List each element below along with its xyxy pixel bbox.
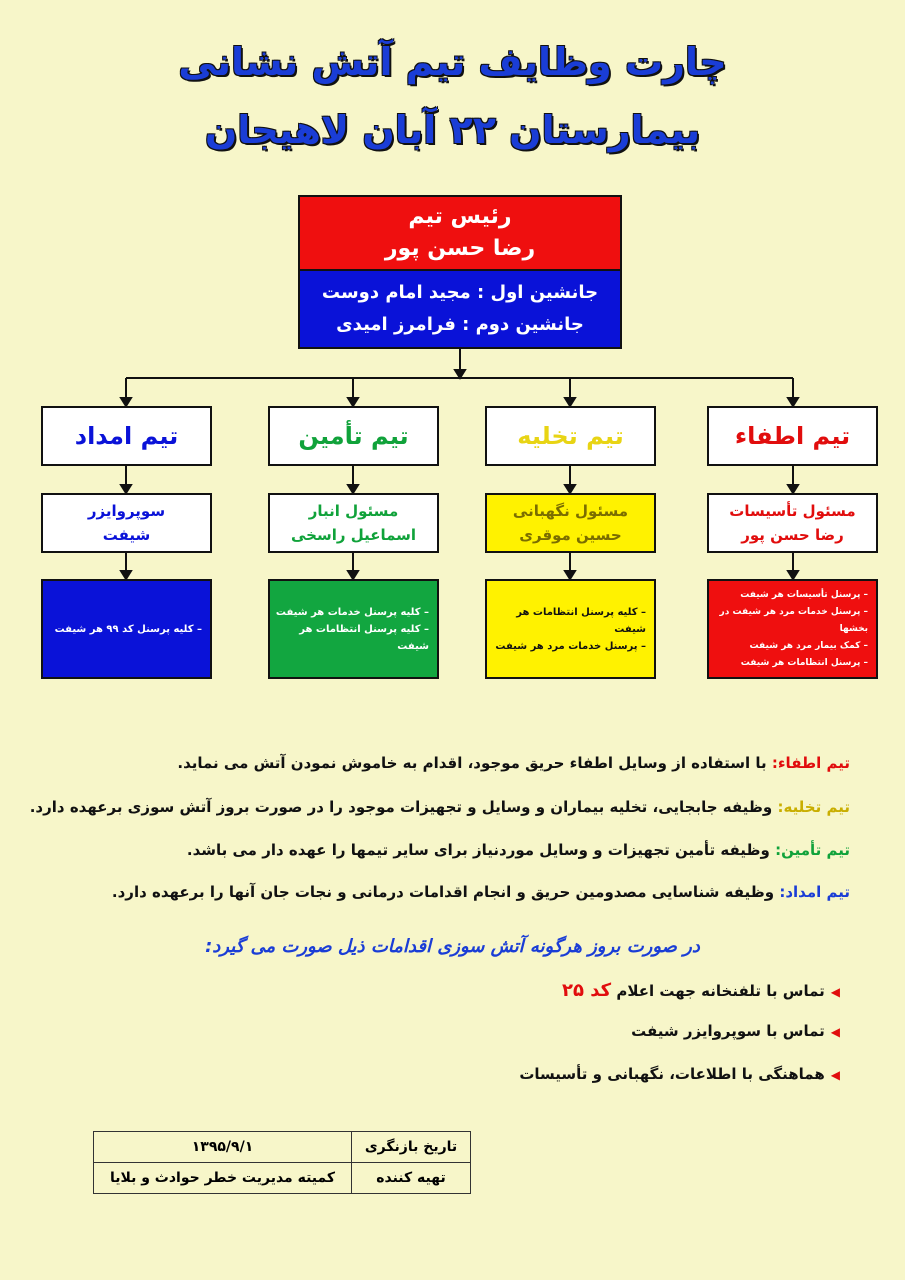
staff-extinguish-box xyxy=(707,579,878,679)
desc-supply xyxy=(187,841,850,859)
team-extinguish-box xyxy=(707,406,878,466)
team-leader-name: رضا حسن پور xyxy=(384,236,536,261)
staff-extinguish-item: – پرسنل تأسیسات هر شیفت xyxy=(740,589,868,600)
role-evacuation-title: مسئول نگهبانی xyxy=(512,502,629,520)
preparer-label: تهیه کننده xyxy=(352,1163,471,1194)
staff-supply-item: – کلیه پرسنل خدمات هر شیفت xyxy=(275,606,429,618)
action-item xyxy=(519,1065,840,1083)
role-extinguish-person: رضا حسن پور xyxy=(741,526,844,544)
desc-evacuation xyxy=(30,798,850,816)
document-info-table xyxy=(93,1131,471,1194)
role-supply-title: مسئول انبار xyxy=(308,502,399,520)
role-evacuation-box xyxy=(485,493,656,553)
role-evacuation-person: حسین موقری xyxy=(519,526,622,544)
chart-title: چارت وظایف تیم آتش نشانی xyxy=(178,40,727,84)
revision-date-value: ۱۳۹۵/۹/۱ xyxy=(94,1132,352,1163)
action-text: تماس با تلفنخانه جهت اعلام xyxy=(611,982,825,1000)
action-item xyxy=(631,1022,840,1040)
action-item xyxy=(562,980,840,1001)
desc-extinguish xyxy=(177,754,850,772)
triangle-bullet-icon: ◀ xyxy=(830,1025,840,1039)
desc-rescue xyxy=(112,883,850,901)
team-extinguish-name: تیم اطفاء xyxy=(734,422,851,450)
action-text: هماهنگی با اطلاعات، نگهبانی و تأسیسات xyxy=(519,1065,825,1083)
team-leader-role: رئیس تیم xyxy=(408,204,512,229)
triangle-bullet-icon: ◀ xyxy=(830,1068,840,1082)
desc-supply-label: تیم تأمین: xyxy=(775,841,850,859)
desc-extinguish-text: با استفاده از وسایل اطفاء حریق موجود، اقدام به خاموش نمودن آتش می نماید. xyxy=(177,754,772,772)
staff-evacuation-box xyxy=(485,579,656,679)
role-extinguish-box xyxy=(707,493,878,553)
team-rescue-name: تیم امداد xyxy=(74,422,179,450)
desc-rescue-label: تیم امداد: xyxy=(779,883,850,901)
team-rescue-box xyxy=(41,406,212,466)
hospital-name: بیمارستان ۲۲ آبان لاهیجان xyxy=(204,108,701,152)
staff-rescue-item: – کلیه پرسنل کد ۹۹ هر شیفت xyxy=(54,623,202,635)
desc-supply-text: وظیفه تأمین تجهیزات و وسایل موردنیاز برای سایر تیمها را عهده دار می باشد. xyxy=(186,841,776,859)
actions-title: در صورت بروز هرگونه آتش سوزی اقدامات ذیل صورت می گیرد: xyxy=(205,936,700,957)
role-extinguish-title: مسئول تأسیسات xyxy=(729,502,856,520)
desc-evacuation-label: تیم تخلیه: xyxy=(777,798,850,816)
role-rescue-box xyxy=(41,493,212,553)
team-leader-box xyxy=(298,195,622,271)
role-rescue-person: شیفت xyxy=(102,526,151,544)
deputies-box xyxy=(298,271,622,349)
desc-evacuation-text: وظیفه جابجایی، تخلیه بیماران و وسایل و تجهیزات موجود را در صورت بروز آتش سوزی برعهده دارد. xyxy=(29,798,778,816)
preparer-value: کمیته مدیریت خطر حوادث و بلایا xyxy=(94,1163,352,1194)
team-supply-box xyxy=(268,406,439,466)
staff-extinguish-item: – پرسنل خدمات مرد هر شیفت در بخشها xyxy=(719,606,868,634)
action-code-highlight: کد ۲۵ xyxy=(562,980,612,1001)
role-supply-box xyxy=(268,493,439,553)
staff-supply-box xyxy=(268,579,439,679)
staff-evacuation-item: – پرسنل خدمات مرد هر شیفت xyxy=(495,640,646,652)
staff-supply-item: – کلیه پرسنل انتظامات هر شیفت xyxy=(299,623,429,652)
staff-evacuation-item: – کلیه پرسنل انتظامات هر شیفت xyxy=(516,606,646,635)
revision-date-label: تاریخ بازنگری xyxy=(352,1132,471,1163)
deputy-second: جانشین دوم : فرامرز امیدی xyxy=(336,314,584,335)
staff-extinguish-item: – پرسنل انتظامات هر شیفت xyxy=(740,657,868,668)
team-supply-name: تیم تأمین xyxy=(298,422,409,450)
deputy-first: جانشین اول : مجید امام دوست xyxy=(321,282,599,303)
triangle-bullet-icon: ◀ xyxy=(830,985,840,999)
arrow-head-down xyxy=(455,370,465,378)
role-supply-person: اسماعیل راسخی xyxy=(290,526,417,544)
role-rescue-title: سوپروایزر xyxy=(87,502,166,520)
action-text: تماس با سوپروایزر شیفت xyxy=(631,1022,825,1040)
team-evacuation-box xyxy=(485,406,656,466)
staff-extinguish-item: – کمک بیمار مرد هر شیفت xyxy=(749,640,868,651)
staff-rescue-box xyxy=(41,579,212,679)
desc-rescue-text: وظیفه شناسایی مصدومین حریق و انجام اقدامات درمانی و نجات جان آنها را برعهده دارد. xyxy=(111,883,780,901)
desc-extinguish-label: تیم اطفاء: xyxy=(771,754,850,772)
team-evacuation-name: تیم تخلیه xyxy=(517,422,624,450)
